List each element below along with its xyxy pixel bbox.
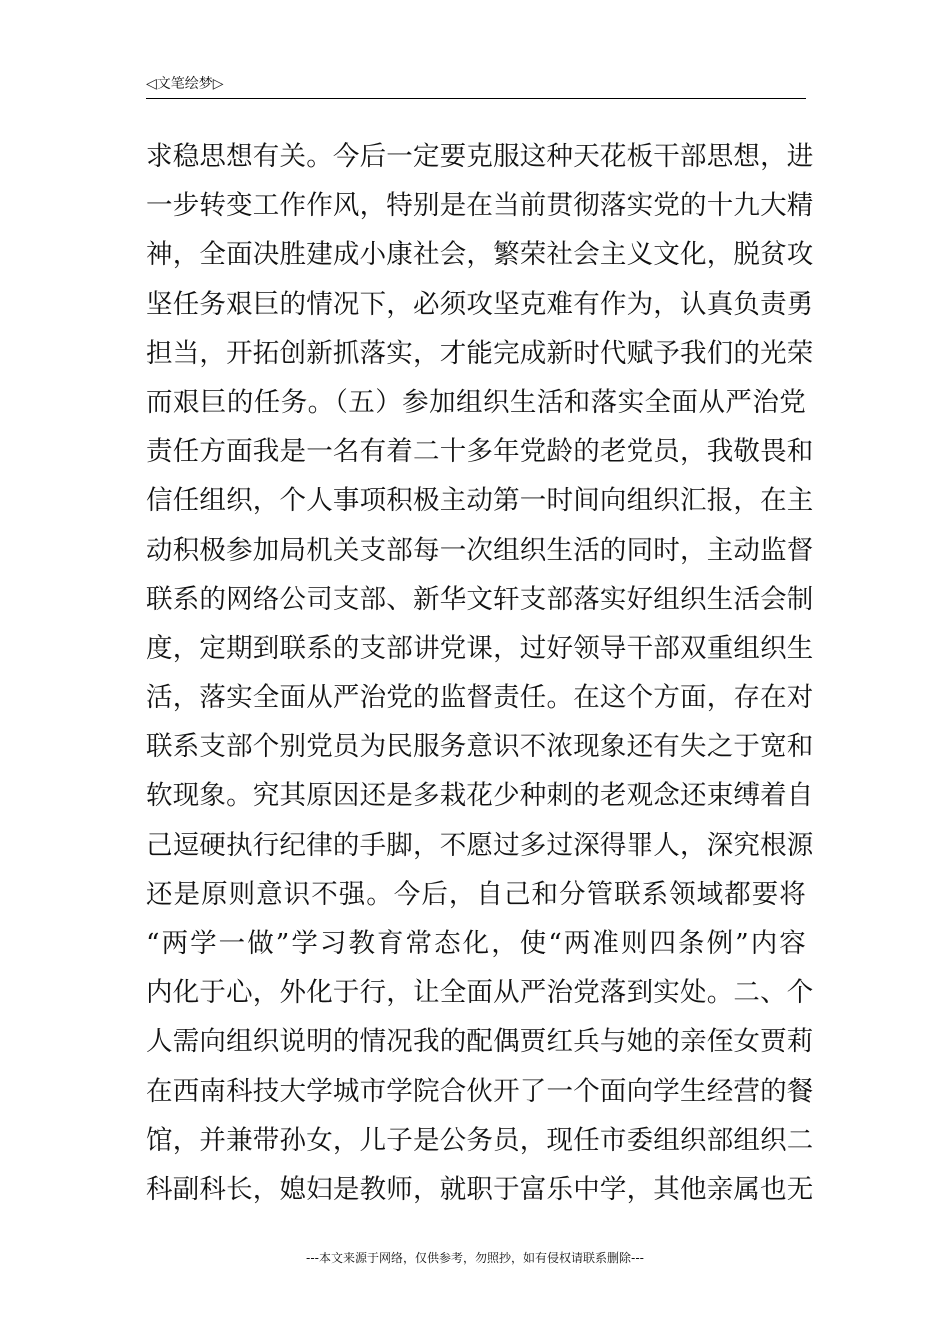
body-line: “两学一做”学习教育常态化，使“两准则四条例”内容 [146,928,806,959]
page-header [146,74,806,99]
body-line: 活，落实全面从严治党的监督责任。在这个方面，存在对 [146,682,814,714]
body-line: 馆，并兼带孙女，儿子是公务员，现任市委组织部组织二 [146,1124,814,1156]
body-line: 科副科长，媳妇是教师，就职于富乐中学，其他亲属也无 [146,1173,814,1205]
page-footer: ---本文来源于网络，仅供参考，勿照抄，如有侵权请联系删除--- [306,1251,644,1265]
body-line: 度，定期到联系的支部讲党课，过好领导干部双重组织生 [146,632,814,664]
body-line: 一步转变工作作风，特别是在当前贯彻落实党的十九大精 [146,190,814,222]
body-line: 联系支部个别党员为民服务意识不浓现象还有失之于宽和 [146,731,814,763]
body-line: 在西南科技大学城市学院合伙开了一个面向学生经营的餐 [146,1075,814,1107]
body-line: 信任组织，个人事项积极主动第一时间向组织汇报，在主 [146,485,814,517]
body-line: 己逗硬执行纪律的手脚，不愿过多过深得罪人，深究根源 [146,829,814,861]
body-line: 软现象。究其原因还是多栽花少种刺的老观念还束缚着自 [146,780,814,812]
header-title: ◁文笔绘梦▷ [146,76,224,92]
body-line: 而艰巨的任务。（五）参加组织生活和落实全面从严治党 [146,386,806,418]
body-line: 坚任务艰巨的情况下，必须攻坚克难有作为，认真负责勇 [146,288,814,320]
body-line: 联系的网络公司支部、新华文轩支部落实好组织生活会制 [146,583,814,615]
body-line: 内化于心，外化于行，让全面从严治党落到实处。二、个 [146,977,814,1009]
body-line: 责任方面我是一名有着二十多年党龄的老党员，我敬畏和 [146,436,814,468]
body-line: 担当，开拓创新抓落实，才能完成新时代赋予我们的光荣 [146,337,814,369]
body-line: 神，全面决胜建成小康社会，繁荣社会主义文化，脱贫攻 [146,239,814,271]
body-line: 还是原则意识不强。今后，自己和分管联系领域都要将 [146,878,806,910]
document-body [146,132,814,1214]
body-line: 动积极参加局机关支部每一次组织生活的同时，主动监督 [146,534,814,566]
body-line: 求稳思想有关。今后一定要克服这种天花板干部思想，进 [146,141,814,172]
body-line: 人需向组织说明的情况我的配偶贾红兵与她的亲侄女贾莉 [146,1026,814,1058]
